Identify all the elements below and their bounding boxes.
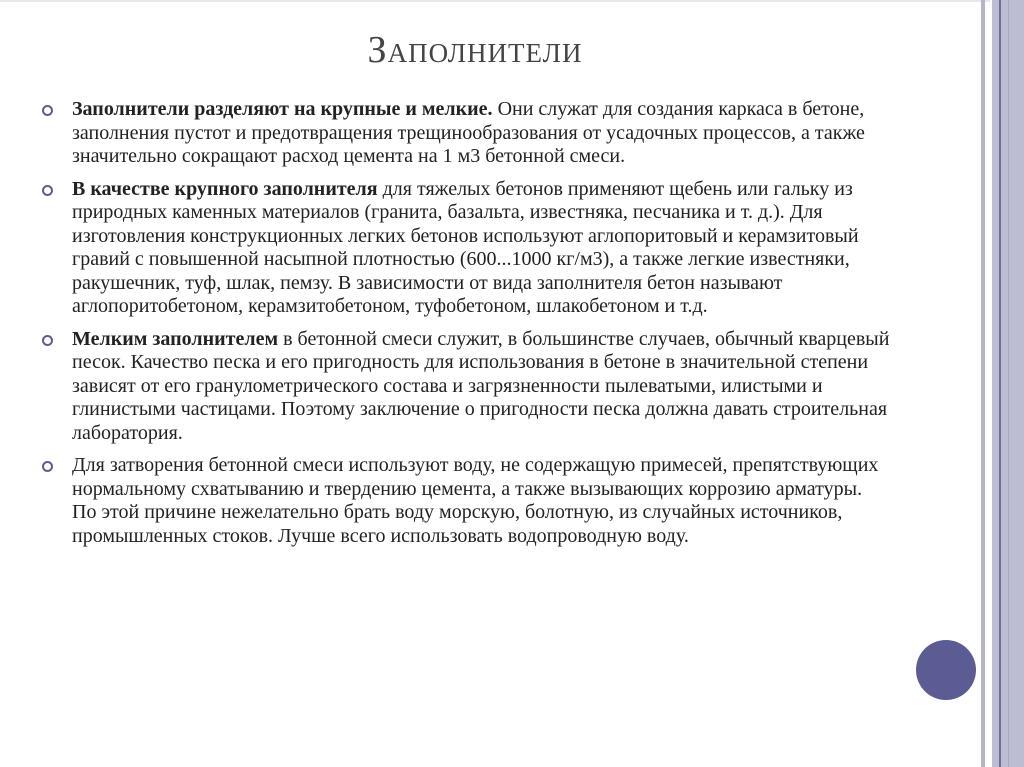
- bullet-circle-icon: [42, 185, 53, 196]
- bullet-text: в бетонной смеси служит, в большинстве случаев, обычный кварцевый песок. Качество песка и его пригодность для использования в бетоне в значительной степени зависят от его гранулометрического состава и загрязненности пылеватыми, илистыми и глинистыми частицами. Поэтому заключение о пригодности песка должна давать строительная лаборатория.: [72, 327, 890, 444]
- bullet-item: [40, 454, 890, 548]
- bullet-text: Они служат для создания каркаса в бетоне, заполнения пустот и предотвращения трещинообразования от усадочных процессов, а также значительно сокращают расход цемента на 1 м3 бетонной смеси.: [72, 98, 865, 167]
- bullet-bold-lead: Мелким заполнителем: [72, 327, 279, 350]
- decorative-line: [1008, 0, 1009, 767]
- decorative-stripe: [981, 0, 985, 767]
- slide-title: Заполнители: [367, 29, 583, 71]
- decorative-line: [999, 0, 1001, 767]
- bullet-list: [40, 98, 890, 557]
- bullet-circle-icon: [42, 335, 53, 346]
- decorative-circle: [916, 640, 976, 700]
- bullet-bold-lead: В качестве крупного заполнителя: [72, 177, 378, 200]
- bullet-circle-icon: [42, 461, 53, 472]
- bullet-item: [40, 98, 890, 169]
- bullet-bold-lead: Заполнители разделяют на крупные и мелкие.: [72, 98, 493, 120]
- bullet-text: для тяжелых бетонов применяют щебень или гальку из природных каменных материалов (гранита, базальта, известняка, песчаника и т. д.). Для изготовления конструкционных легких бетонов используют аглопоритовый и керамзитовый гравий с повышенной насыпной плотностью (600...1000 кг/м3), а также легкие известняки, ракушечник, туф, шлак, пемзу. В зависимости от вида заполнителя бетон называют аглопоритобетоном, керамзитобетоном, туфобетоном, шлакобетоном и т.д.: [72, 177, 859, 317]
- bullet-text: Для затворения бетонной смеси используют воду, не содержащую примесей, препятствующих нормальному схватыванию и твердению цемента, а также вызывающих коррозию арматуры. По этой причине нежелательно брать воду морскую, болотную, из случайных источников, промышленных стоков. Лучше всего использовать водопроводную воду.: [72, 454, 879, 547]
- bullet-item: [40, 328, 890, 446]
- bullet-item: [40, 178, 890, 319]
- slide-top-border: [0, 0, 990, 2]
- bullet-circle-icon: [42, 105, 53, 116]
